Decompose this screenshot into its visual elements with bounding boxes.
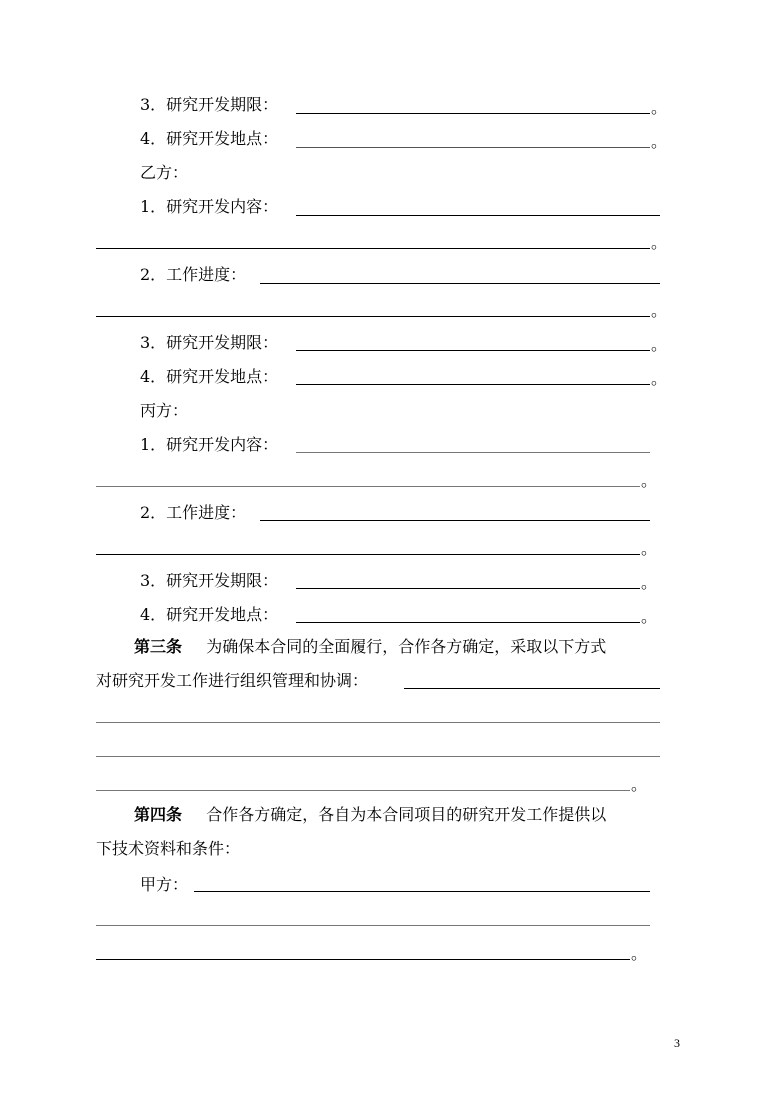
period-mark: 。 xyxy=(651,132,668,151)
page-number: 3 xyxy=(674,1036,680,1050)
party-c-item4-label: 4．研究开发地点： xyxy=(140,605,279,624)
period-mark: 。 xyxy=(651,335,668,354)
period-mark: 。 xyxy=(641,573,658,592)
party-c-item3-blank[interactable] xyxy=(296,588,640,589)
article3-blank-cont2[interactable] xyxy=(96,756,660,757)
party-a-item3 xyxy=(140,94,278,116)
party-c-heading xyxy=(140,400,188,422)
article4-line1 xyxy=(134,804,606,826)
party-c-item1 xyxy=(140,434,278,456)
article3-text-line1: 为确保本合同的全面履行，合作各方确定，采取以下方式 xyxy=(206,637,607,656)
party-c-item2 xyxy=(140,502,246,524)
article3-blank-cont3[interactable] xyxy=(96,790,630,791)
party-a-item3-blank[interactable] xyxy=(296,113,650,114)
period-mark: 。 xyxy=(651,233,668,252)
party-c-item3-label: 3．研究开发期限： xyxy=(140,571,279,590)
party-c-item2-blank-cont[interactable] xyxy=(96,554,640,555)
party-b-item1-blank[interactable] xyxy=(296,215,660,216)
party-b-item2-label: 2．工作进度： xyxy=(140,265,247,284)
party-b-heading xyxy=(140,162,188,184)
party-b-item2-blank-cont[interactable] xyxy=(96,316,650,317)
party-b-item2 xyxy=(140,264,246,286)
article3-line1 xyxy=(134,636,606,658)
party-a-item4-blank[interactable] xyxy=(296,147,650,148)
party-b-item1-label: 1．研究开发内容： xyxy=(140,197,279,216)
party-c-item2-blank[interactable] xyxy=(260,520,650,521)
article4-party-a xyxy=(140,874,188,896)
party-b-item4 xyxy=(140,366,278,388)
party-c-item1-label: 1．研究开发内容： xyxy=(140,435,279,454)
party-c-item1-blank[interactable] xyxy=(296,452,650,453)
party-b-item4-label: 4．研究开发地点： xyxy=(140,367,279,386)
article3-label: 第三条 xyxy=(134,637,183,656)
party-b-item3-blank[interactable] xyxy=(296,350,650,351)
article3-blank-cont1[interactable] xyxy=(96,722,660,723)
article4-party-a-blank-cont2[interactable] xyxy=(96,959,630,960)
article3-blank[interactable] xyxy=(404,688,660,689)
article3-text-line2: 对研究开发工作进行组织管理和协调： xyxy=(96,671,369,690)
party-a-item3-label: 3．研究开发期限： xyxy=(140,95,279,114)
party-b-item4-blank[interactable] xyxy=(296,384,650,385)
party-b-item3 xyxy=(140,332,278,354)
party-c-heading-text: 丙方： xyxy=(140,401,189,420)
party-b-item1 xyxy=(140,196,278,218)
article3-line2 xyxy=(96,670,368,692)
party-b-heading-text: 乙方： xyxy=(140,163,189,182)
article4-text-line2: 下技术资料和条件： xyxy=(96,839,241,858)
article4-party-a-blank-cont1[interactable] xyxy=(96,925,650,926)
party-c-item1-blank-cont[interactable] xyxy=(96,486,640,487)
party-c-item4-blank[interactable] xyxy=(296,622,640,623)
party-b-item3-label: 3．研究开发期限： xyxy=(140,333,279,352)
party-a-item4-label: 4．研究开发地点： xyxy=(140,129,279,148)
party-c-item3 xyxy=(140,570,278,592)
party-c-item4 xyxy=(140,604,278,626)
article4-party-a-blank[interactable] xyxy=(194,891,650,892)
party-c-item2-label: 2．工作进度： xyxy=(140,503,247,522)
period-mark: 。 xyxy=(651,301,668,320)
party-a-item4 xyxy=(140,128,278,150)
party-b-item1-blank-cont[interactable] xyxy=(96,248,650,249)
period-mark: 。 xyxy=(631,775,648,794)
article4-party-a-label: 甲方： xyxy=(140,875,189,894)
party-b-item2-blank[interactable] xyxy=(260,283,660,284)
article4-line2 xyxy=(96,838,240,860)
period-mark: 。 xyxy=(631,944,648,963)
period-mark: 。 xyxy=(641,539,658,558)
article4-text-line1: 合作各方确定，各自为本合同项目的研究开发工作提供以 xyxy=(206,805,607,824)
period-mark: 。 xyxy=(641,471,658,490)
period-mark: 。 xyxy=(651,98,668,117)
period-mark: 。 xyxy=(641,607,658,626)
article4-label: 第四条 xyxy=(134,805,183,824)
period-mark: 。 xyxy=(651,369,668,388)
